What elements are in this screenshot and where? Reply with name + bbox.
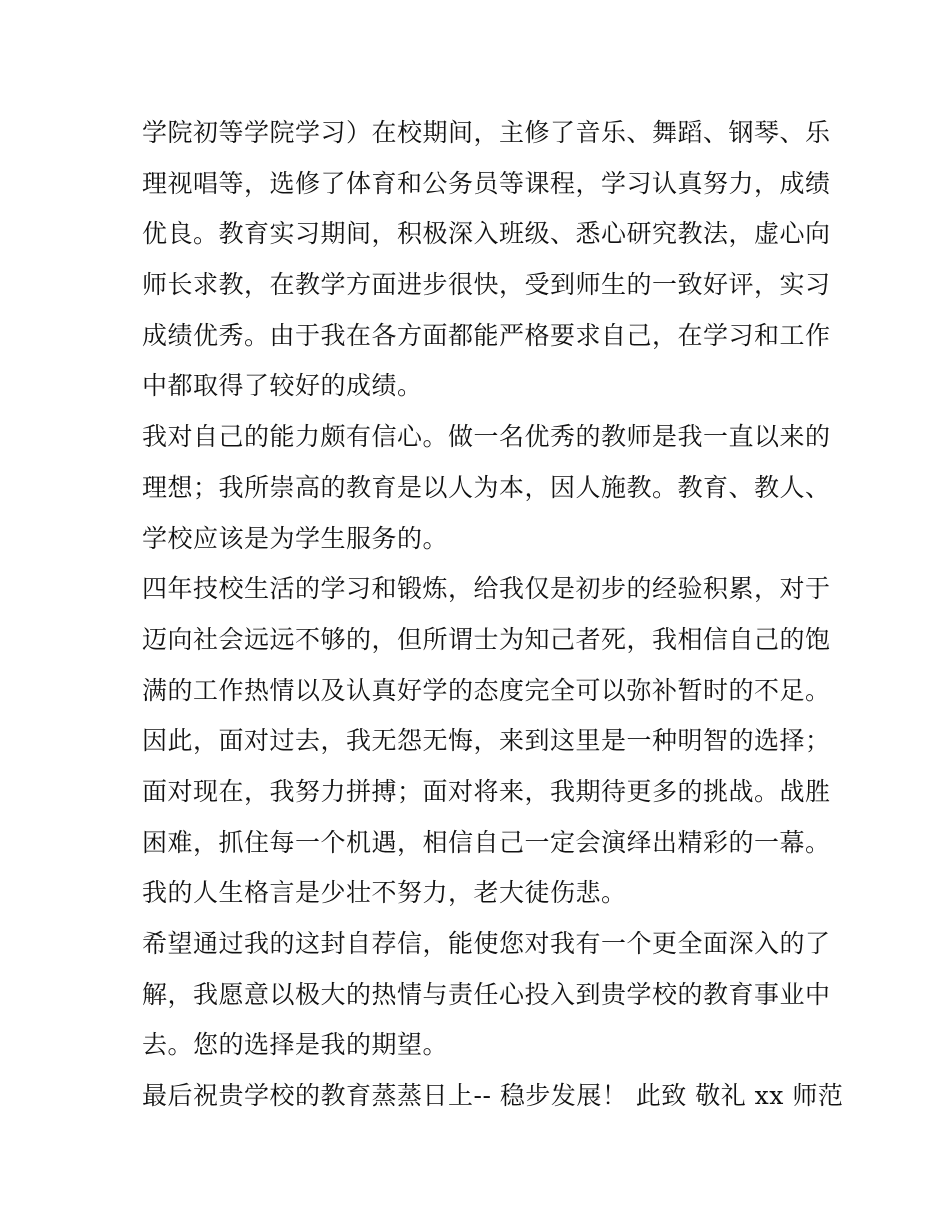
- text-line: 成绩优秀。由于我在各方面都能严格要求自己，在学习和工作: [142, 320, 831, 350]
- text-line: 中都取得了较好的成绩。: [142, 371, 423, 401]
- text-line: 去。您的选择是我的期望。: [142, 1030, 449, 1060]
- text-line: 四年技校生活的学习和锻炼，给我仅是初步的经验积累，对于: [142, 574, 831, 604]
- text-line: 我对自己的能力颇有信心。做一名优秀的教师是我一直以来的: [142, 422, 831, 452]
- text-line: 最后祝贵学校的教育蒸蒸日上-- 稳步发展！ 此致 敬礼 xx 师范: [142, 1081, 844, 1111]
- text-line: 满的工作热情以及认真好学的态度完全可以弥补暂时的不足。: [142, 675, 831, 705]
- text-line: 理想；我所崇高的教育是以人为本，因人施教。教育、教人、: [142, 472, 831, 502]
- letter-body: [142, 108, 844, 1122]
- text-line: 我的人生格言是少壮不努力，老大徒伤悲。: [142, 878, 627, 908]
- text-line: 迈向社会远远不够的，但所谓士为知己者死，我相信自己的饱: [142, 624, 831, 654]
- text-line: 因此，面对过去，我无怨无悔，来到这里是一种明智的选择；: [142, 726, 831, 756]
- text-line: 学院初等学院学习）在校期间，主修了音乐、舞蹈、钢琴、乐: [142, 118, 831, 147]
- text-line: 师长求教，在教学方面进步很快，受到师生的一致好评，实习: [142, 270, 831, 300]
- text-line: 面对现在，我努力拼搏；面对将来，我期待更多的挑战。战胜: [142, 776, 831, 806]
- text-line: 困难，抓住每一个机遇，相信自己一定会演绎出精彩的一幕。: [142, 827, 831, 857]
- text-line: 理视唱等，选修了体育和公务员等课程，学习认真努力，成绩: [142, 168, 831, 198]
- text-line: 优良。教育实习期间，积极深入班级、悉心研究教法，虚心向: [142, 219, 831, 249]
- text-line: 希望通过我的这封自荐信，能使您对我有一个更全面深入的了: [142, 929, 831, 958]
- text-line: 学校应该是为学生服务的。: [142, 523, 449, 553]
- text-line: 解，我愿意以极大的热情与责任心投入到贵学校的教育事业中: [142, 979, 831, 1009]
